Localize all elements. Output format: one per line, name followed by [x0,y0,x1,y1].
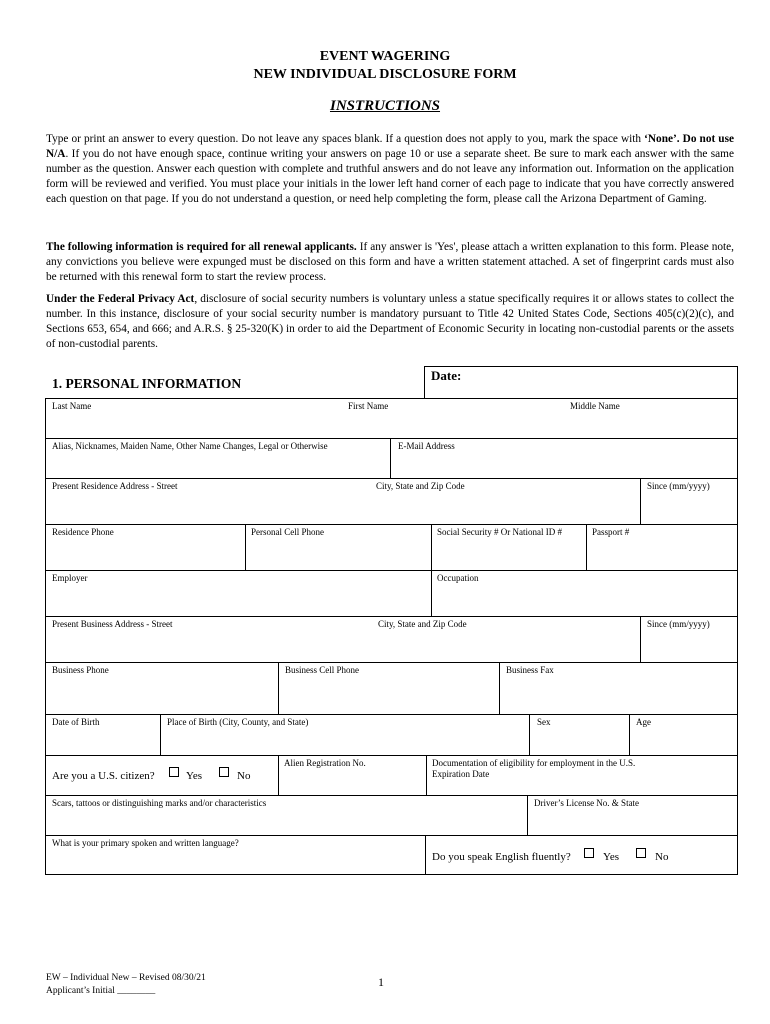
page-number: 1 [378,975,384,989]
business-phone-field[interactable]: Business Phone [52,665,109,675]
row-divider [45,616,738,617]
form-title-line1: EVENT WAGERING [319,49,451,64]
citizen-yes-checkbox[interactable] [169,767,179,777]
occupation-field[interactable]: Occupation [437,573,479,583]
first-name-field[interactable]: First Name [348,401,389,411]
english-no-checkbox[interactable] [636,848,646,858]
english-no-label: No [655,851,669,863]
section-title: 1. PERSONAL INFORMATION [52,376,242,391]
drivers-license-field[interactable]: Driver’s License No. & State [534,798,640,808]
col-divider [640,478,641,524]
english-yes-label: Yes [603,851,620,863]
place-of-birth-field[interactable]: Place of Birth (City, County, and State) [167,717,309,727]
ssn-field[interactable]: Social Security # Or National ID # [437,527,562,537]
primary-language-field[interactable]: What is your primary spoken and written language? [52,838,239,848]
col-divider [586,524,587,570]
date-label: Date: [431,368,462,383]
col-divider [426,755,427,795]
row-divider [45,714,738,715]
business-fax-field[interactable]: Business Fax [506,665,554,675]
residence-street-field[interactable]: Present Residence Address - Street [52,481,178,491]
col-divider [529,714,530,755]
instructions-heading: INSTRUCTIONS [329,98,441,114]
alien-registration-field[interactable]: Alien Registration No. [284,758,366,768]
col-divider [425,835,426,875]
residence-phone-field[interactable]: Residence Phone [52,527,114,537]
employment-eligibility-field[interactable]: Documentation of eligibility for employment in the U.S. [432,758,636,768]
row-divider [45,835,738,836]
english-fluency-question: Do you speak English fluently? [432,851,571,863]
age-field[interactable]: Age [636,717,651,727]
dob-field[interactable]: Date of Birth [52,717,100,727]
row-divider [45,570,738,571]
last-name-field[interactable]: Last Name [52,401,92,411]
col-divider [278,662,279,714]
col-divider [499,662,500,714]
sex-field[interactable]: Sex [537,717,551,727]
business-street-field[interactable]: Present Business Address - Street [52,619,173,629]
row-divider [45,795,738,796]
col-divider [629,714,630,755]
row-divider [45,478,738,479]
business-since-field[interactable]: Since (mm/yyyy) [647,619,710,629]
form-title-line2: NEW INDIVIDUAL DISCLOSURE FORM [253,67,517,82]
applicant-initial[interactable]: Applicant’s Initial ________ [46,986,156,996]
citizen-no-label: No [237,770,251,782]
citizen-no-checkbox[interactable] [219,767,229,777]
residence-since-field[interactable]: Since (mm/yyyy) [647,481,710,491]
passport-field[interactable]: Passport # [592,527,630,537]
business-cell-field[interactable]: Business Cell Phone [285,665,360,675]
email-field[interactable]: E-Mail Address [398,441,455,451]
middle-name-field[interactable]: Middle Name [570,401,620,411]
employer-field[interactable]: Employer [52,573,88,583]
citizen-yes-label: Yes [186,770,203,782]
col-divider [431,570,432,616]
expiration-date-label: Expiration Date [432,769,490,779]
instructions-paragraph-2: The following information is required for all renewal applicants. If any answer is 'Yes', please attach a written explanation to this form. Please note, any convictions you believe were expunged must be disclosed on this form and have a written statement attached. A set of fingerprint cards must also be returned with this renewal form to start the review process. [46,241,734,283]
scars-tattoos-field[interactable]: Scars, tattoos or distinguishing marks and/or characteristics [52,798,267,808]
col-divider [160,714,161,755]
instructions-paragraph-1: Type or print an answer to every question. Do not leave any spaces blank. If a question does not apply to you, mark the space with ‘None’. Do not use N/A. If you do not have enough space, continue writing your answers on page 10 or use a separate sheet. Be sure to mark each answer with the same number as the question. Answer each question with complete and truthful answers and do not leave any information out. Information on the application form will be reviewed and verified. You must place your initials in the lower left hand corner of each page to indicate that you have correctly answered each question on that page. If you do not understand a question, or need help completing the form, please call the Arizona Department of Gaming. [46,133,734,205]
business-city-field[interactable]: City, State and Zip Code [378,619,467,629]
alias-field[interactable]: Alias, Nicknames, Maiden Name, Other Name Changes, Legal or Otherwise [52,441,328,451]
row-divider [45,662,738,663]
citizen-question: Are you a U.S. citizen? [52,770,155,782]
row-divider [45,438,738,439]
col-divider [527,795,528,835]
english-yes-checkbox[interactable] [584,848,594,858]
col-divider [431,524,432,570]
col-divider [278,755,279,795]
residence-city-field[interactable]: City, State and Zip Code [376,481,465,491]
revision-note: EW – Individual New – Revised 08/30/21 [46,973,206,983]
col-divider [245,524,246,570]
col-divider [390,438,391,478]
col-divider [640,616,641,662]
row-divider [45,755,738,756]
date-box[interactable] [424,366,738,399]
personal-cell-field[interactable]: Personal Cell Phone [251,527,324,537]
privacy-act-paragraph: Under the Federal Privacy Act, disclosure of social security numbers is voluntary unless a statue specifically requires it or allows states to collect the number. In this instance, disclosure of your social security number is mandatory pursuant to Title 42 United States Code, Sections 405(c)(2)(c), and Sections 653, 654, and 666; and A.R.S. § 25-320(K) in order to aid the Department of Economic Security in locating non-custodial parents or the assets of non-custodial parents. [46,293,735,350]
row-divider [45,524,738,525]
